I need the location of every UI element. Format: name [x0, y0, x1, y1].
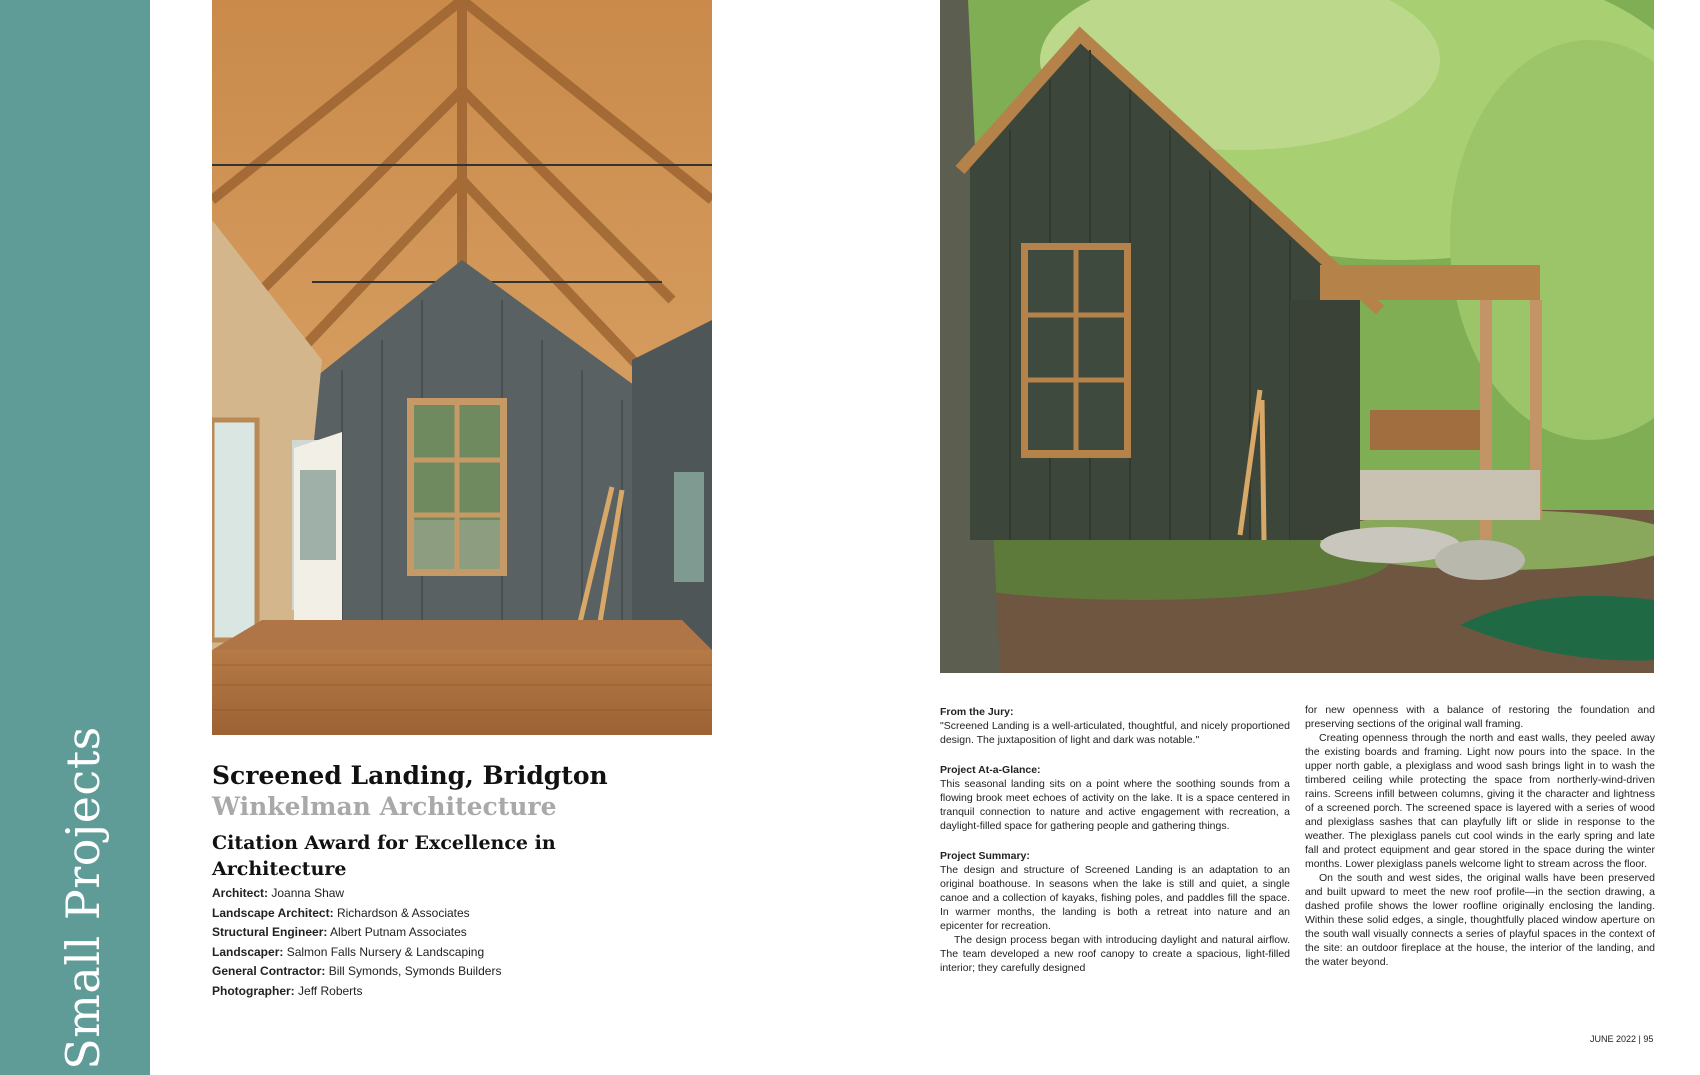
summary-paragraph: The design and structure of Screened Landing is an adaptation to an original boathouse. In seasons when the lake is still and quiet, a single canoe and a collection of kayaks, fishing poles, and paddles fill the space. In warmer months, the landing is both a retreat into nature and an epicenter for recreation. [940, 864, 1290, 932]
credit-name: Bill Symonds, Symonds Builders [328, 964, 502, 978]
credits-list [212, 884, 682, 1001]
award-title: Citation Award for Excellence in Architecture [212, 832, 556, 880]
body-paragraph: Creating openness through the north and east walls, they peeled away the existing boards and framing. Light now pours into the space. In the upper north gable, a plexiglass and wood sash brings light in to wash the timbered ceiling while protecting the space from northerly-wind-driven rains. Screens infill between columns, giving it the character and lightness of a screened porch. The screened space is layered with a series of wood and plexiglass sashes that can playfully lift or slide in response to the weather. The plexiglass panels cut cool winds in the early spring and late fall and protect equipment and gear stored in the space during the winter months. Lower plexiglass panels welcome light to stream across the floor. [1305, 732, 1655, 870]
firm-name: Winkelman Architecture [212, 792, 557, 821]
project-title: Screened Landing, Bridgton [212, 761, 608, 790]
interior-illustration [212, 0, 712, 735]
jury-heading: From the Jury: [940, 706, 1014, 718]
sidebar-section [18, 0, 148, 1075]
section-label: Small Projects [56, 726, 111, 1070]
jury-text: "Screened Landing is a well-articulated, thoughtful, and nicely proportioned design. The juxtaposition of light and dark was notable." [940, 720, 1290, 746]
body-paragraph: for new openness with a balance of restoring the foundation and preserving sections of the original wall framing. [1305, 704, 1655, 730]
credit-role: General Contractor: [212, 964, 326, 978]
credit-name: Salmon Falls Nursery & Landscaping [286, 944, 485, 959]
project-title-block [212, 760, 682, 882]
credit-row [212, 982, 682, 1002]
exterior-photo [940, 0, 1654, 673]
summary-paragraph: The design process began with introducing daylight and natural airflow. The team developed a new roof canopy to create a spacious, light-filled interior; they carefully designed [940, 934, 1290, 974]
interior-photo [212, 0, 712, 735]
credit-name: Richardson & Associates [336, 905, 470, 920]
summary-heading: Project Summary: [940, 850, 1030, 862]
credit-role: Landscape Architect: [212, 905, 334, 920]
credit-role: Structural Engineer: [212, 925, 328, 939]
page-folio: JUNE 2022 | 95 [1590, 1034, 1654, 1044]
credit-role: Landscaper: [212, 944, 284, 959]
credit-name: Jeff Roberts [298, 983, 363, 998]
credit-row [212, 923, 682, 943]
glance-text: This seasonal landing sits on a point where the soothing sounds from a flowing brook meet echoes of activity on the lake. It is a space centered in tranquil connection to nature and active engagement with recreation, a daylight-filled space for gathering people and gathering things. [940, 778, 1290, 832]
credit-name: Joanna Shaw [271, 886, 345, 900]
credit-role: Architect: [212, 886, 269, 900]
credit-row [212, 884, 682, 904]
credit-row [212, 943, 682, 963]
body-paragraph: On the south and west sides, the original walls have been preserved and built upward to meet the new roof profile—in the section drawing, a dashed profile shows the lower roofline originally enclosing the landing. Within these solid edges, a single, thoughtfully placed window aperture on the south wall visually connects a series of playful spaces in the context of the site: an outdoor fireplace at the house, the interior of the landing, and the water beyond. [1305, 872, 1655, 968]
glance-heading: Project At-a-Glance: [940, 764, 1041, 776]
credit-name: Albert Putnam Associates [330, 925, 467, 939]
text-column-left [940, 705, 1290, 975]
text-column-right [1305, 703, 1655, 969]
credit-row [212, 962, 682, 982]
exterior-illustration [940, 0, 1654, 673]
credit-role: Photographer: [212, 983, 295, 998]
credit-row [212, 904, 682, 924]
